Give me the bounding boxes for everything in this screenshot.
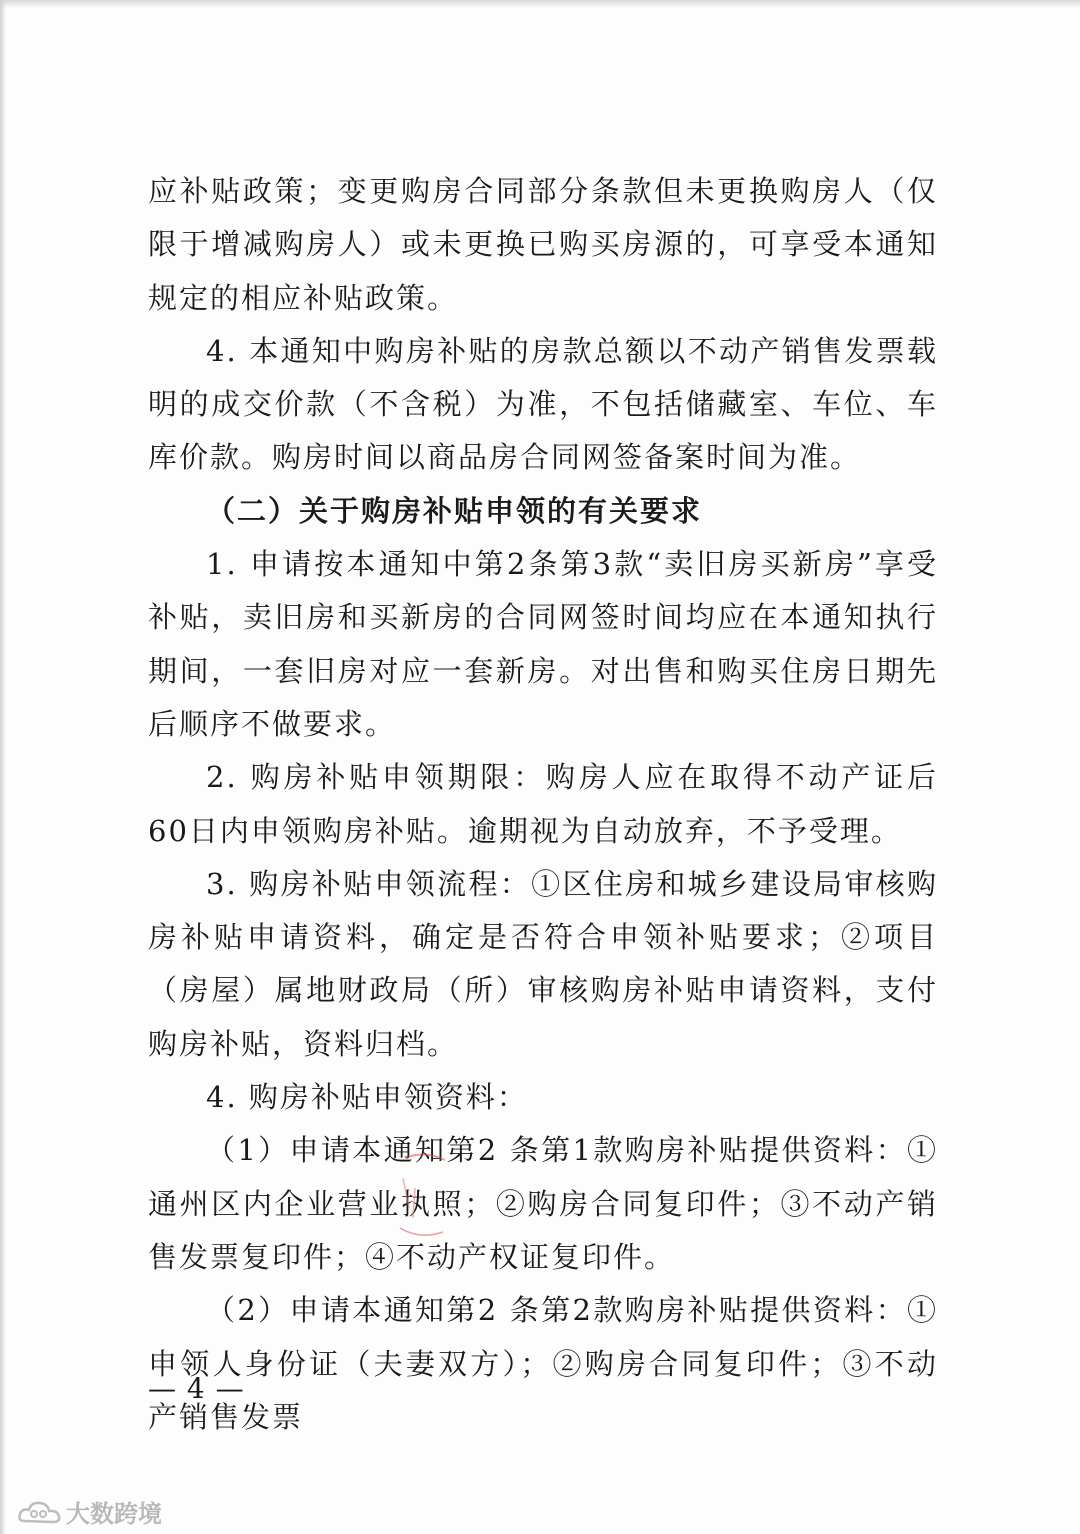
watermark-text: 大数跨境 <box>66 1500 162 1528</box>
red-seal-fragment-icon <box>395 1148 455 1243</box>
section-heading: （二）关于购房补贴申领的有关要求 <box>206 493 703 528</box>
paragraph-sub-2: （2）申请本通知第2 条第2款购房补贴提供资料：①申领人身份证（夫妻双方）；②购房合同复印件；③不动产销售发票 <box>148 1293 938 1434</box>
paragraph-continuation: 应补贴政策；变更购房合同部分条款但未更换购房人（仅限于增减购房人）或未更换已购买房源的，可享受本通知规定的相应补贴政策。 <box>148 174 938 315</box>
paragraph-sub-1: （1）申请本通知第2 条第1款购房补贴提供资料：①通州区内企业营业执照；②购房合同复印件；③不动产销售发票复印件；④不动产权证复印件。 <box>148 1133 938 1274</box>
scan-edge-left <box>0 0 6 1534</box>
document-body <box>148 165 938 1444</box>
scan-edge-top <box>0 0 1080 8</box>
paragraph-item-4-materials: 4. 购房补贴申领资料： <box>206 1080 528 1115</box>
paragraph-item-1-old-new: 1. 申请按本通知中第2条第3款“卖旧房买新房”享受补贴，卖旧房和买新房的合同网签时间均应在本通知执行期间，一套旧房对应一套新房。对出售和购买住房日期先后顺序不做要求。 <box>148 547 938 741</box>
paragraph-item-3-process: 3. 购房补贴申领流程：①区住房和城乡建设局审核购房补贴申请资料，确定是否符合申领补贴要求；②项目（房屋）属地财政局（所）审核购房补贴申请资料，支付购房补贴，资料归档。 <box>148 866 938 1061</box>
paragraph-item-2-deadline: 2. 购房补贴申领期限：购房人应在取得不动产证后60日内申领购房补贴。逾期视为自动放弃，不予受理。 <box>148 760 938 848</box>
page-number: — 4 — <box>148 1372 245 1405</box>
paragraph-item-4-price: 4. 本通知中购房补贴的房款总额以不动产销售发票载明的成交价款（不含税）为准，不包括储藏室、车位、车库价款。购房时间以商品房合同网签备案时间为准。 <box>148 333 938 475</box>
watermark <box>18 1494 162 1529</box>
cloud-logo-icon <box>18 1499 62 1525</box>
